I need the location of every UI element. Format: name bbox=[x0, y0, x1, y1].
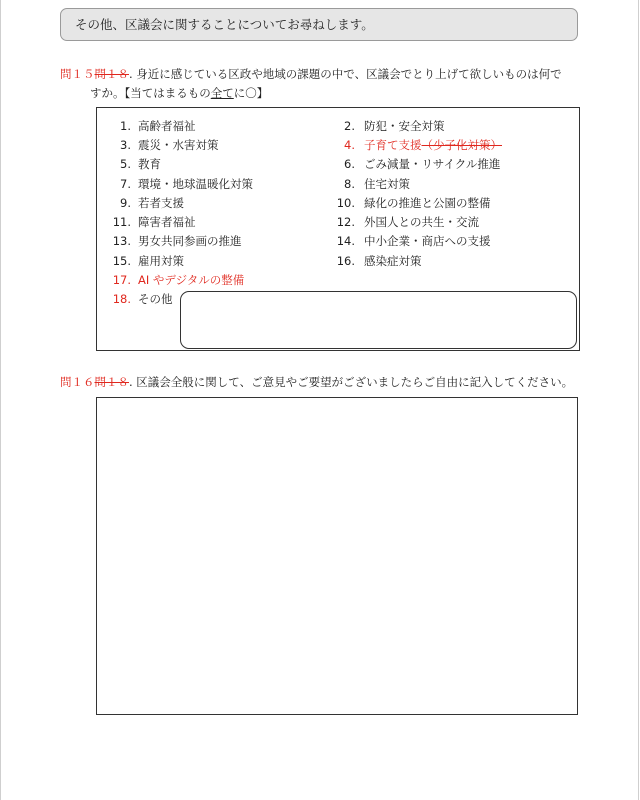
free-answer-field[interactable] bbox=[96, 397, 578, 715]
option-14[interactable] bbox=[333, 233, 491, 249]
question-15-text: . 身近に感じている区政や地域の課題の中で、区議会でとり上げて欲しいものは何で bbox=[129, 67, 562, 81]
option-12[interactable] bbox=[333, 214, 479, 230]
option-number: 10. bbox=[336, 196, 355, 210]
option-number: 7. bbox=[120, 177, 131, 191]
option-5[interactable] bbox=[97, 156, 161, 172]
option-number: 16. bbox=[336, 254, 355, 268]
option-3[interactable] bbox=[97, 137, 219, 153]
other-answer-field[interactable] bbox=[180, 291, 577, 349]
option-number: 2. bbox=[344, 119, 355, 133]
option-number: 17. bbox=[112, 273, 131, 287]
option-label: 感染症対策 bbox=[364, 254, 422, 268]
option-label: 緑化の推進と公園の整備 bbox=[364, 196, 491, 210]
question-16-text: . 区議会全般に関して、ご意見やご要望がございましたらご自由に記入してください。 bbox=[129, 375, 574, 389]
option-label: ごみ減量・リサイクル推進 bbox=[364, 157, 501, 171]
option-number: 1. bbox=[120, 119, 131, 133]
option-number: 9. bbox=[120, 196, 131, 210]
section-header-text: その他、区議会に関することについてお尋ねします。 bbox=[75, 17, 374, 32]
option-number: 6. bbox=[344, 157, 355, 171]
option-17[interactable] bbox=[97, 272, 244, 288]
option-label: 子育て支援 bbox=[364, 138, 422, 152]
option-9[interactable] bbox=[97, 195, 184, 211]
option-label: 雇用対策 bbox=[138, 254, 184, 268]
option-number: 18. bbox=[112, 292, 131, 306]
question-16-old-number: 問１８ bbox=[94, 375, 129, 389]
question-15 bbox=[60, 65, 585, 103]
question-16-number: 問１６ bbox=[60, 375, 95, 389]
option-number: 12. bbox=[336, 215, 355, 229]
question-15-old-number: 問１８ bbox=[94, 67, 129, 81]
option-label: 男女共同参画の推進 bbox=[138, 234, 242, 248]
option-18[interactable] bbox=[97, 291, 173, 307]
option-8[interactable] bbox=[333, 176, 410, 192]
option-number: 4. bbox=[344, 138, 355, 152]
option-6[interactable] bbox=[333, 156, 500, 172]
option-label: AI やデジタルの整備 bbox=[138, 273, 245, 287]
option-4[interactable] bbox=[333, 137, 502, 153]
option-label: 障害者福祉 bbox=[138, 215, 196, 229]
question-15-text-c: に〇】 bbox=[233, 86, 269, 100]
option-label: 若者支援 bbox=[138, 196, 184, 210]
option-number: 3. bbox=[120, 138, 131, 152]
option-label-struck: （少子化対策） bbox=[421, 138, 502, 152]
option-number: 5. bbox=[120, 157, 131, 171]
section-header bbox=[60, 8, 578, 41]
option-label: その他 bbox=[138, 292, 173, 306]
option-label: 中小企業・商店への支援 bbox=[364, 234, 491, 248]
option-13[interactable] bbox=[97, 233, 242, 249]
question-15-underlined-word: 全て bbox=[210, 86, 234, 100]
option-number: 11. bbox=[112, 215, 131, 229]
option-label: 教育 bbox=[138, 157, 161, 171]
option-number: 14. bbox=[336, 234, 355, 248]
option-11[interactable] bbox=[97, 214, 196, 230]
option-1[interactable] bbox=[97, 118, 196, 134]
question-16 bbox=[60, 373, 590, 392]
option-label: 環境・地球温暖化対策 bbox=[138, 177, 253, 191]
option-15[interactable] bbox=[97, 253, 184, 269]
option-7[interactable] bbox=[97, 176, 253, 192]
option-label: 震災・水害対策 bbox=[138, 138, 219, 152]
option-label: 防犯・安全対策 bbox=[364, 119, 445, 133]
option-10[interactable] bbox=[333, 195, 491, 211]
option-number: 15. bbox=[112, 254, 131, 268]
question-15-text-b: すか。【当てはまるもの bbox=[90, 86, 211, 100]
option-label: 外国人との共生・交流 bbox=[364, 215, 479, 229]
option-number: 13. bbox=[112, 234, 131, 248]
option-number: 8. bbox=[344, 177, 355, 191]
option-label: 住宅対策 bbox=[364, 177, 410, 191]
option-label: 高齢者福祉 bbox=[138, 119, 196, 133]
question-15-number: 問１５ bbox=[60, 67, 95, 81]
question-15-text-line2 bbox=[60, 84, 585, 103]
option-16[interactable] bbox=[333, 253, 422, 269]
option-2[interactable] bbox=[333, 118, 445, 134]
